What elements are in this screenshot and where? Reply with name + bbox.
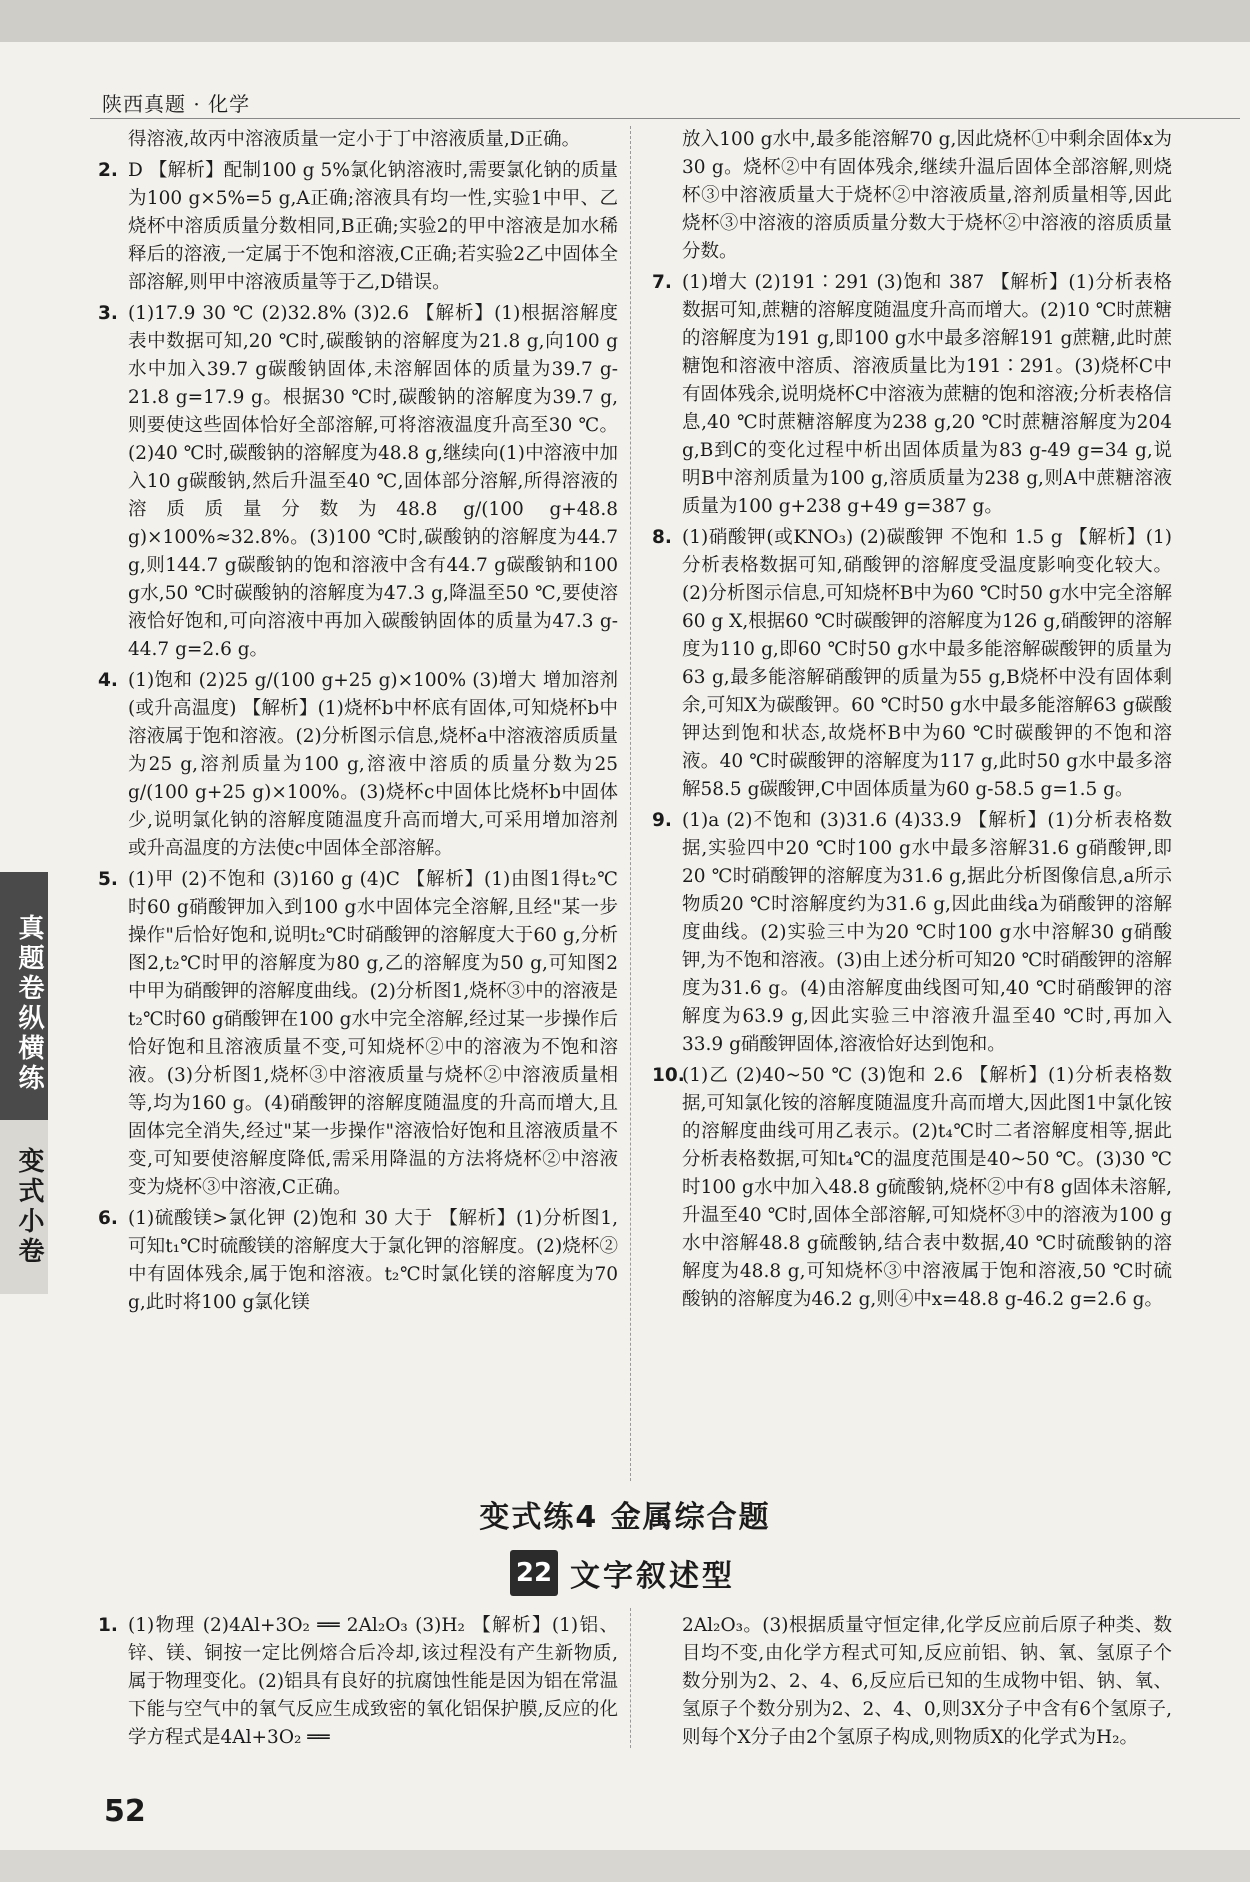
- item-text: (1)a (2)不饱和 (3)31.6 (4)33.9 【解析】(1)分析表格数据,实验四中20 ℃时100 g水中最多溶解31.6 g硝酸钾,即20 ℃时硝酸钾的溶解度为31.6 g,据此分析图像信息,a所示物质20 ℃时溶解度约为31.6 g,因此曲线a为硝酸钾的溶解度曲线。(2)实验三中为20 ℃时100 g水中溶解30 g硝酸钾,为不饱和溶液。(3)由上述分析可知20 ℃时硝酸钾的溶解度为31.6 g。(4)由溶解度曲线图可知,40 ℃时硝酸钾的溶解度为63.9 g,因此实验三中溶液升温至40 ℃时,再加入33.9 g硝酸钾固体,溶液恰好达到饱和。: [682, 810, 1172, 1055]
- item-text: (1)甲 (2)不饱和 (3)160 g (4)C 【解析】(1)由图1得t₂℃时60 g硝酸钾加入到100 g水中固体完全溶解,且经"某一步操作"后恰好饱和,说明t₂℃时硝酸钾的溶解度大于60 g,分析图2,t₂℃时甲的溶解度为80 g,乙的溶解度为50 g,可知图2中甲为硝酸钾的溶解度曲线。(2)分析图1,烧杯③中的溶液是t₂℃时60 g硝酸钾在100 g水中完全溶解,经过某一步操作后恰好饱和且溶液质量不变,可知烧杯②中的溶液为不饱和溶液。(3)分析图1,烧杯③中溶液质量与烧杯②中溶液质量相等,均为160 g。(4)硝酸钾的溶解度随温度的升高而增大,且固体完全消失,经过"某一步操作"溶液恰好饱和且溶液质量不变,可知要使溶解度降低,需采用降温的方法将烧杯②中溶液变为烧杯③中溶液,C正确。: [128, 869, 618, 1198]
- item-number: 6.: [98, 1208, 118, 1229]
- item-text: 2Al₂O₃。(3)根据质量守恒定律,化学反应前后原子种类、数目均不变,由化学方程式可知,反应前铝、钠、氧、氢原子个数分别为2、2、4、6,反应后已知的生成物中铝、钠、氧、氢原子个数分别为2、2、4、0,则3X分子中含有6个氢原子,则每个X分子由2个氢原子构成,则物质X的化学式为H₂。: [682, 1615, 1172, 1748]
- header-rule: [90, 118, 1240, 119]
- item-text: (1)17.9 30 ℃ (2)32.8% (3)2.6 【解析】(1)根据溶解度表中数据可知,20 ℃时,碳酸钠的溶解度为21.8 g,向100 g水中加入39.7 g碳酸钠固体,未溶解固体的质量为39.7 g-21.8 g=17.9 g。根据30 ℃时,碳酸钠的溶解度为39.7 g,则要使这些固体恰好全部溶解,可将溶液温度升高至30 ℃。(2)40 ℃时,碳酸钠的溶解度为48.8 g,继续向(1)中溶液中加入10 g碳酸钠,然后升温至40 ℃,固体部分溶解,所得溶液的溶质质量分数为48.8 g/(100 g+48.8 g)×100%≈32.8%。(3)100 ℃时,碳酸钠的溶解度为44.7 g,则144.7 g碳酸钠的饱和溶液中含有44.7 g碳酸钠和100 g水,50 ℃时碳酸钠的溶解度为47.3 g,降温至50 ℃,要使溶液恰好饱和,可向溶液中再加入碳酸钠固体的质量为47.3 g-44.7 g=2.6 g。: [128, 303, 618, 660]
- item-number: 8.: [652, 527, 672, 548]
- answer-item: [98, 1205, 618, 1317]
- section-title: 变式练4 金属综合题: [479, 1500, 771, 1535]
- column-divider: [630, 1608, 631, 1748]
- page-number: 52: [104, 1794, 146, 1829]
- subsection-number-badge: 22: [510, 1550, 558, 1596]
- side-tab-secondary: 变式小卷: [0, 1120, 48, 1294]
- subsection-title: 文字叙述型: [570, 1559, 735, 1594]
- answer-item: [652, 807, 1172, 1059]
- item-text: 放入100 g水中,最多能溶解70 g,因此烧杯①中剩余固体x为30 g。烧杯②中有固体残余,继续升温后固体全部溶解,则烧杯③中溶液质量大于烧杯②中溶液质量,溶剂质量相等,因此烧杯③中溶液的溶质质量分数大于烧杯②中溶液的溶质质量分数。: [682, 129, 1172, 262]
- top-scan-band: [0, 0, 1250, 42]
- answer-item: [652, 524, 1172, 804]
- item-text: (1)硫酸镁>氯化钾 (2)饱和 30 大于 【解析】(1)分析图1,可知t₁℃时硫酸镁的溶解度大于氯化钾的溶解度。(2)烧杯②中有固体残余,属于饱和溶液。t₂℃时氯化镁的溶解度为70 g,此时将100 g氯化镁: [128, 1208, 618, 1313]
- answer-item: [652, 126, 1172, 266]
- left-column: [98, 126, 618, 1320]
- side-tab-primary: 真题卷纵横练: [0, 872, 48, 1136]
- bottom-right-column: [652, 1612, 1172, 1755]
- item-text: 得溶液,故丙中溶液质量一定小于丁中溶液质量,D正确。: [128, 129, 581, 150]
- answer-item: [98, 126, 618, 154]
- item-text: (1)饱和 (2)25 g/(100 g+25 g)×100% (3)增大 增加溶剂(或升高温度) 【解析】(1)烧杯b中杯底有固体,可知烧杯b中溶液属于饱和溶液。(2)分析图示信息,烧杯a中溶液溶质质量为25 g,溶剂质量为100 g,溶液中溶质的质量分数为25 g/(100 g+25 g)×100%。(3)烧杯c中固体比烧杯b中固体少,说明氯化钠的溶解度随温度升高而增大,可采用增加溶剂或升高温度的方法使c中固体全部溶解。: [128, 670, 618, 859]
- column-divider: [630, 126, 631, 1481]
- item-number: 9.: [652, 810, 672, 831]
- item-number: 4.: [98, 670, 118, 691]
- answer-item: [98, 866, 618, 1202]
- item-number: 1.: [98, 1615, 118, 1636]
- answer-item: [652, 1062, 1172, 1314]
- bottom-scan-band: [0, 1850, 1250, 1882]
- bottom-left-column: [98, 1612, 618, 1755]
- item-text: (1)乙 (2)40~50 ℃ (3)饱和 2.6 【解析】(1)分析表格数据,可知氯化铵的溶解度随温度升高而增大,因此图1中氯化铵的溶解度曲线可用乙表示。(2)t₄℃时二者溶解度相等,据此分析表格数据,可知t₄℃的温度范围是40~50 ℃。(3)30 ℃时100 g水中加入48.8 g硫酸钠,烧杯②中有8 g固体未溶解,升温至40 ℃时,固体全部溶解,可知烧杯③中的溶液为100 g水中溶解48.8 g硫酸钠,结合表中数据,40 ℃时硫酸钠的溶解度为48.8 g,可知烧杯③中溶液属于饱和溶液,50 ℃时硫酸钠的溶解度为46.2 g,则④中x=48.8 g-46.2 g=2.6 g。: [682, 1065, 1172, 1310]
- right-column: [652, 126, 1172, 1317]
- item-text: (1)物理 (2)4Al+3O₂ ══ 2Al₂O₃ (3)H₂ 【解析】(1)铝、锌、镁、铜按一定比例熔合后冷却,该过程没有产生新物质,属于物理变化。(2)铝具有良好的抗腐蚀性能是因为铝在常温下能与空气中的氧气反应生成致密的氧化铝保护膜,反应的化学方程式是4Al+3O₂ ══: [128, 1615, 618, 1748]
- answer-item: [652, 1612, 1172, 1752]
- running-header: 陕西真题 · 化学: [102, 92, 251, 116]
- item-text: (1)增大 (2)191∶291 (3)饱和 387 【解析】(1)分析表格数据可知,蔗糖的溶解度随温度升高而增大。(2)10 ℃时蔗糖的溶解度为191 g,即100 g水中最多溶解191 g蔗糖,此时蔗糖饱和溶液中溶质、溶液质量比为191∶291。(3)烧杯C中有固体残余,说明烧杯C中溶液为蔗糖的饱和溶液;分析表格信息,40 ℃时蔗糖溶解度为238 g,20 ℃时蔗糖溶解度为204 g,B到C的变化过程中析出固体质量为83 g-49 g=34 g,说明B中溶剂质量为100 g,溶质质量为238 g,则A中蔗糖溶液质量为100 g+238 g+49 g=387 g。: [682, 272, 1172, 517]
- subsection-heading: [510, 1550, 735, 1596]
- item-number: 10.: [652, 1065, 685, 1086]
- answer-item: [98, 1612, 618, 1752]
- answer-item: [98, 157, 618, 297]
- answer-item: [98, 300, 618, 664]
- item-text: D 【解析】配制100 g 5%氯化钠溶液时,需要氯化钠的质量为100 g×5%=5 g,A正确;溶液具有均一性,实验1中甲、乙烧杯中溶质质量分数相同,B正确;实验2的甲中溶液是加水稀释后的溶液,一定属于不饱和溶液,C正确;若实验2乙中固体全部溶解,则甲中溶液质量等于乙,D错误。: [128, 160, 618, 293]
- item-number: 5.: [98, 869, 118, 890]
- item-text: (1)硝酸钾(或KNO₃) (2)碳酸钾 不饱和 1.5 g 【解析】(1)分析表格数据可知,硝酸钾的溶解度受温度影响变化较大。(2)分析图示信息,可知烧杯B中为60 ℃时50 g水中完全溶解60 g X,根据60 ℃时碳酸钾的溶解度为126 g,硝酸钾的溶解度为110 g,即60 ℃时50 g水中最多能溶解碳酸钾的质量为63 g,最多能溶解硝酸钾的质量为55 g,B烧杯中没有固体剩余,可知X为碳酸钾。60 ℃时50 g水中最多能溶解63 g碳酸钾达到饱和状态,故烧杯B中为60 ℃时碳酸钾的不饱和溶液。40 ℃时碳酸钾的溶解度为117 g,此时50 g水中最多溶解58.5 g碳酸钾,C中固体质量为60 g-58.5 g=1.5 g。: [682, 527, 1172, 800]
- item-number: 7.: [652, 272, 672, 293]
- item-number: 2.: [98, 160, 118, 181]
- item-number: 3.: [98, 303, 118, 324]
- answer-item: [652, 269, 1172, 521]
- answer-item: [98, 667, 618, 863]
